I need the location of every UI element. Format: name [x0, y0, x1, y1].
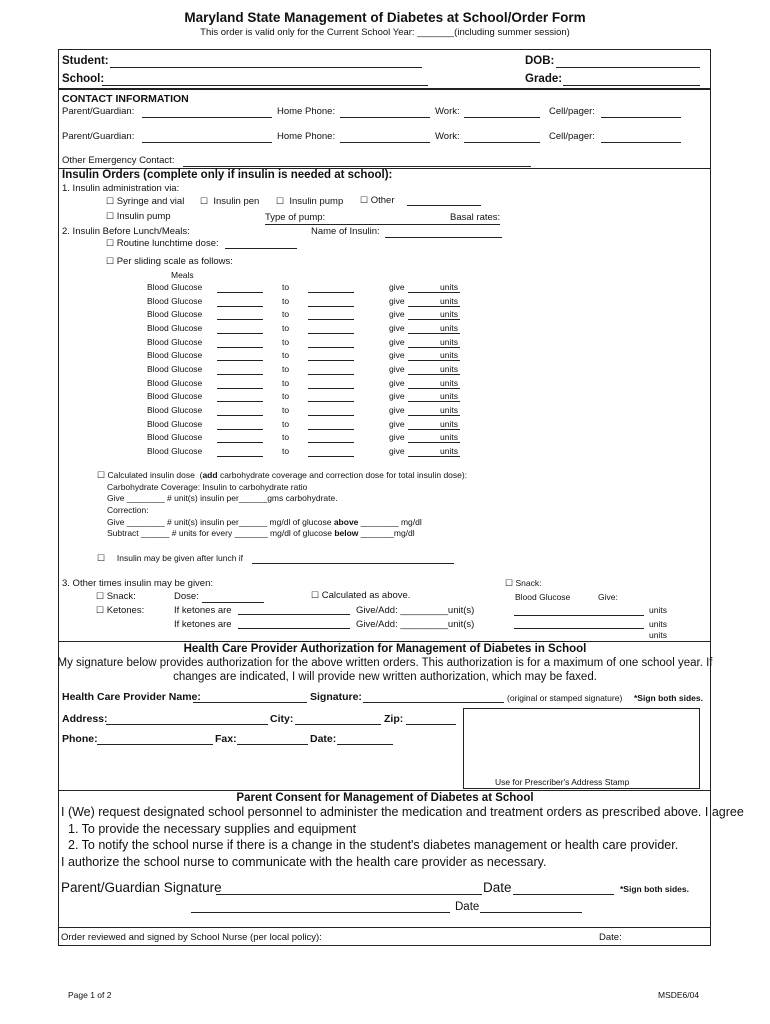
checkbox-icon[interactable]: ☐ [311, 590, 320, 600]
bg-low-field[interactable] [217, 429, 263, 430]
bg-low-field[interactable] [217, 456, 263, 457]
cell1-label: Cell/pager: [549, 106, 595, 117]
bg-label: Blood Glucose [147, 446, 203, 456]
student-field[interactable] [110, 67, 422, 68]
bg-high-field[interactable] [308, 374, 354, 375]
dose-field[interactable] [202, 602, 264, 603]
give-label: give [389, 296, 405, 306]
to-label: to [282, 282, 290, 292]
units-label: units [440, 364, 458, 374]
checkbox-icon[interactable]: ☐ [97, 470, 106, 480]
hcp-name-label: Health Care Provider Name: [62, 691, 201, 703]
type-of-pump-label: Type of pump: [265, 212, 326, 223]
give-label: give [389, 419, 405, 429]
basal-rates-label: Basal rates: [450, 212, 501, 223]
work1-field[interactable] [464, 117, 540, 118]
hcp-date-field[interactable] [337, 744, 393, 745]
give-units-per: Give ________ # unit(s) insulin per______gms carbohydrate. [107, 493, 338, 503]
checkbox-icon[interactable]: ☐ [106, 238, 115, 248]
consent-item-1: 1. To provide the necessary supplies and equipment [68, 822, 357, 836]
consent-sign-both: *Sign both sides. [620, 884, 689, 894]
bg-label: Blood Glucose [147, 296, 203, 306]
grade-label: Grade: [525, 73, 563, 85]
give-label: give [389, 350, 405, 360]
work1-label: Work: [435, 106, 460, 117]
right-units-3: units [649, 630, 667, 640]
right-give-label: Give: [598, 592, 618, 602]
student-label: Student: [62, 55, 109, 67]
hcp-signature-label: Signature: [310, 691, 362, 703]
address-label: Address: [62, 713, 108, 725]
other-times-label: 3. Other times insulin may be given: [62, 578, 214, 589]
cell1-field[interactable] [601, 117, 681, 118]
school-field[interactable] [102, 85, 428, 86]
bg-low-field[interactable] [217, 333, 263, 334]
bg-label: Blood Glucose [147, 364, 203, 374]
consent-item-2: 2. To notify the school nurse if there is a change in the student's diabetes management or health care provider. [68, 838, 679, 852]
opt-calc-dose[interactable]: ☐ Calculated insulin dose (add carbohydrate coverage and correction dose for total insulin dose): [97, 470, 468, 480]
opt-other[interactable]: ☐ Other [360, 195, 395, 206]
meals-label: Meals [171, 270, 194, 280]
bg-low-field[interactable] [217, 347, 263, 348]
fax-field[interactable] [237, 744, 308, 745]
units-field[interactable] [408, 319, 460, 320]
hcp-para-2: changes are indicated, I will provide new written authorization, which may be faxed. [173, 671, 597, 683]
bg-label: Blood Glucose [147, 309, 203, 319]
cell2-label: Cell/pager: [549, 131, 595, 142]
bg-low-field[interactable] [217, 306, 263, 307]
parent-date2-field[interactable] [480, 912, 582, 913]
name-of-insulin-field[interactable] [385, 237, 502, 238]
hcp-date-label: Date: [310, 733, 337, 745]
zip-label: Zip: [384, 713, 404, 725]
divider [58, 641, 711, 642]
home-phone2-label: Home Phone: [277, 131, 336, 142]
home-phone1-field[interactable] [340, 117, 430, 118]
units-field[interactable] [408, 429, 460, 430]
give-add-2: Give/Add: _________unit(s) [356, 619, 475, 630]
after-lunch-field[interactable] [252, 563, 454, 564]
units-field[interactable] [408, 415, 460, 416]
to-label: to [282, 391, 290, 401]
units-field[interactable] [408, 374, 460, 375]
bg-low-field[interactable] [217, 442, 263, 443]
checkbox-icon[interactable]: ☐ [106, 196, 115, 206]
contact-heading: CONTACT INFORMATION [62, 93, 189, 105]
bg-label: Blood Glucose [147, 337, 203, 347]
page-number: Page 1 of 2 [68, 990, 112, 1000]
carb-coverage: Carbohydrate Coverage: Insulin to carbohydrate ratio [107, 482, 308, 492]
bg-low-field[interactable] [217, 388, 263, 389]
form-subtitle: This order is valid only for the Current School Year: _______(including summer session) [200, 27, 570, 38]
nurse-review-label: Order reviewed and signed by School Nurse (per local policy): [61, 932, 322, 943]
opt-calc-as-above[interactable]: ☐ Calculated as above. [311, 590, 411, 601]
consent-line-1: I (We) request designated school personnel to administer the medication and treatment orders as prescribed above. I agree [61, 805, 744, 819]
units-label: units [440, 296, 458, 306]
parent-sig-field[interactable] [216, 894, 482, 895]
give-label: give [389, 309, 405, 319]
opt-sliding-scale[interactable]: ☐ Per sliding scale as follows: [106, 256, 233, 267]
units-field[interactable] [408, 292, 460, 293]
checkbox-icon[interactable]: ☐ [200, 196, 209, 206]
opt-after-lunch[interactable]: ☐ Insulin may be given after lunch if [97, 553, 244, 563]
give-label: give [389, 337, 405, 347]
opt-syringe[interactable]: ☐ Syringe and vial [106, 196, 185, 207]
work2-label: Work: [435, 131, 460, 142]
parent-date-label: Date [483, 880, 512, 895]
units-label: units [440, 337, 458, 347]
to-label: to [282, 432, 290, 442]
if-ketones-2: If ketones are [174, 619, 232, 630]
bg-high-field[interactable] [308, 456, 354, 457]
checkbox-icon[interactable]: ☐ [106, 256, 115, 266]
bg-label: Blood Glucose [147, 378, 203, 388]
bg-label: Blood Glucose [147, 350, 203, 360]
home-phone1-label: Home Phone: [277, 106, 336, 117]
bg-high-field[interactable] [308, 319, 354, 320]
to-label: to [282, 364, 290, 374]
opt-ketones[interactable]: ☐ Ketones: [96, 605, 145, 616]
sign-both-note: *Sign both sides. [634, 693, 703, 703]
student-box [58, 49, 711, 89]
correction-label: Correction: [107, 505, 149, 515]
checkbox-icon[interactable]: ☐ [505, 578, 514, 588]
bg-high-field[interactable] [308, 442, 354, 443]
give-label: give [389, 391, 405, 401]
parent1-field[interactable] [142, 117, 272, 118]
parent-date2-label: Date [455, 901, 480, 913]
units-label: units [440, 282, 458, 292]
units-field[interactable] [408, 360, 460, 361]
nurse-date-label: Date: [599, 932, 622, 943]
admin-label: 1. Insulin administration via: [62, 183, 180, 194]
opt-routine-dose[interactable]: ☐ Routine lunchtime dose: [106, 238, 219, 249]
dob-field[interactable] [556, 67, 700, 68]
emergency-label: Other Emergency Contact: [62, 155, 175, 166]
units-label: units [440, 405, 458, 415]
give-label: give [389, 364, 405, 374]
form-title: Maryland State Management of Diabetes at School/Order Form [184, 10, 586, 25]
checkbox-icon[interactable]: ☐ [97, 553, 106, 563]
units-field[interactable] [408, 456, 460, 457]
name-of-insulin-label: Name of Insulin: [311, 226, 380, 237]
parent-sig-label: Parent/Guardian Signature [61, 880, 222, 895]
phone-field[interactable] [97, 744, 213, 745]
fax-label: Fax: [215, 733, 237, 745]
parent-date-field[interactable] [513, 894, 614, 895]
parent2-field[interactable] [142, 142, 272, 143]
bg-high-field[interactable] [308, 306, 354, 307]
stamp-label: Use for Prescriber's Address Stamp [495, 777, 630, 787]
bg-low-field[interactable] [217, 374, 263, 375]
units-field[interactable] [408, 442, 460, 443]
cell2-field[interactable] [601, 142, 681, 143]
bg-high-field[interactable] [308, 401, 354, 402]
right-field-2[interactable] [514, 628, 644, 629]
right-units-2: units [649, 619, 667, 629]
ketones-field-2[interactable] [238, 628, 350, 629]
bg-label: Blood Glucose [147, 323, 203, 333]
opt-pump[interactable]: ☐ Insulin pump [276, 196, 344, 207]
units-label: units [440, 419, 458, 429]
units-field[interactable] [408, 306, 460, 307]
bg-label: Blood Glucose [147, 405, 203, 415]
to-label: to [282, 446, 290, 456]
give-label: give [389, 432, 405, 442]
routine-dose-field[interactable] [225, 248, 297, 249]
bg-low-field[interactable] [217, 292, 263, 293]
give-label: give [389, 282, 405, 292]
dob-label: DOB: [525, 55, 555, 67]
correction-give: Give ________ # unit(s) insulin per______ mg/dl of glucose above ________ mg/dl [107, 517, 422, 527]
hcp-para-1: My signature below provides authorization for the above written orders. This authorization is for a maximum of one school year. If [57, 657, 713, 669]
checkbox-icon[interactable]: ☐ [360, 195, 369, 205]
bg-high-field[interactable] [308, 333, 354, 334]
hcp-name-field[interactable] [193, 702, 307, 703]
parent1-label: Parent/Guardian: [62, 106, 135, 117]
city-field[interactable] [295, 724, 381, 725]
ketones-field-1[interactable] [238, 614, 350, 615]
form-code: MSDE6/04 [658, 990, 700, 1000]
units-label: units [440, 309, 458, 319]
emergency-field[interactable] [183, 166, 531, 167]
bg-label: Blood Glucose [147, 391, 203, 401]
insulin-heading: Insulin Orders (complete only if insulin is needed at school): [62, 169, 393, 181]
city-label: City: [270, 713, 294, 725]
to-label: to [282, 323, 290, 333]
units-field[interactable] [408, 401, 460, 402]
school-label: School: [62, 73, 105, 85]
work2-field[interactable] [464, 142, 540, 143]
opt-pen[interactable]: ☐ Insulin pen [200, 196, 260, 207]
bg-label: Blood Glucose [147, 432, 203, 442]
home-phone2-field[interactable] [340, 142, 430, 143]
bg-high-field[interactable] [308, 388, 354, 389]
bg-high-field[interactable] [308, 347, 354, 348]
divider [58, 927, 711, 928]
to-label: to [282, 378, 290, 388]
units-label: units [440, 391, 458, 401]
to-label: to [282, 405, 290, 415]
bg-low-field[interactable] [217, 415, 263, 416]
right-units-1: units [649, 605, 667, 615]
units-field[interactable] [408, 388, 460, 389]
opt-pump2[interactable]: ☐ Insulin pump [106, 211, 171, 222]
give-label: give [389, 323, 405, 333]
bg-low-field[interactable] [217, 401, 263, 402]
bg-high-field[interactable] [308, 429, 354, 430]
right-bg-label: Blood Glucose [515, 592, 571, 602]
before-lunch-label: 2. Insulin Before Lunch/Meals: [62, 226, 190, 237]
checkbox-icon[interactable]: ☐ [96, 605, 105, 615]
checkbox-icon[interactable]: ☐ [106, 211, 115, 221]
to-label: to [282, 337, 290, 347]
to-label: to [282, 350, 290, 360]
give-label: give [389, 378, 405, 388]
units-label: units [440, 323, 458, 333]
if-ketones-1: If ketones are [174, 605, 232, 616]
units-label: units [440, 378, 458, 388]
units-label: units [440, 350, 458, 360]
units-field[interactable] [408, 333, 460, 334]
right-field-1[interactable] [514, 615, 644, 616]
consent-line-4: I authorize the school nurse to communicate with the health care provider as necessary. [61, 855, 547, 869]
bg-label: Blood Glucose [147, 282, 203, 292]
consent-heading: Parent Consent for Management of Diabetes at School [236, 792, 534, 804]
original-note: (original or stamped signature) [507, 693, 623, 703]
checkbox-icon[interactable]: ☐ [276, 196, 285, 206]
bg-high-field[interactable] [308, 415, 354, 416]
units-field[interactable] [408, 347, 460, 348]
checkbox-icon[interactable]: ☐ [96, 591, 105, 601]
dose-label: Dose: [174, 591, 199, 602]
to-label: to [282, 296, 290, 306]
parent2-label: Parent/Guardian: [62, 131, 135, 142]
bg-low-field[interactable] [217, 360, 263, 361]
give-label: give [389, 405, 405, 415]
give-add-1: Give/Add: _________unit(s) [356, 605, 475, 616]
right-snack[interactable]: ☐ Snack: [505, 578, 542, 588]
bg-high-field[interactable] [308, 292, 354, 293]
hcp-heading: Health Care Provider Authorization for Management of Diabetes in School [183, 643, 587, 655]
grade-field[interactable] [563, 85, 700, 86]
to-label: to [282, 419, 290, 429]
opt-snack[interactable]: ☐ Snack: [96, 591, 136, 602]
bg-low-field[interactable] [217, 319, 263, 320]
phone-label: Phone: [62, 733, 98, 745]
address-field[interactable] [106, 724, 268, 725]
units-label: units [440, 432, 458, 442]
parent-sig-field-2[interactable] [191, 912, 450, 913]
zip-field[interactable] [406, 724, 456, 725]
units-label: units [440, 446, 458, 456]
bg-label: Blood Glucose [147, 419, 203, 429]
subtract-line: Subtract ______ # units for every _______ mg/dl of glucose below _______mg/dl [107, 528, 415, 538]
to-label: to [282, 309, 290, 319]
divider [58, 790, 711, 791]
give-label: give [389, 446, 405, 456]
hcp-signature-field[interactable] [363, 702, 504, 703]
type-of-pump-field[interactable] [265, 224, 500, 225]
other-field[interactable] [407, 205, 481, 206]
bg-high-field[interactable] [308, 360, 354, 361]
